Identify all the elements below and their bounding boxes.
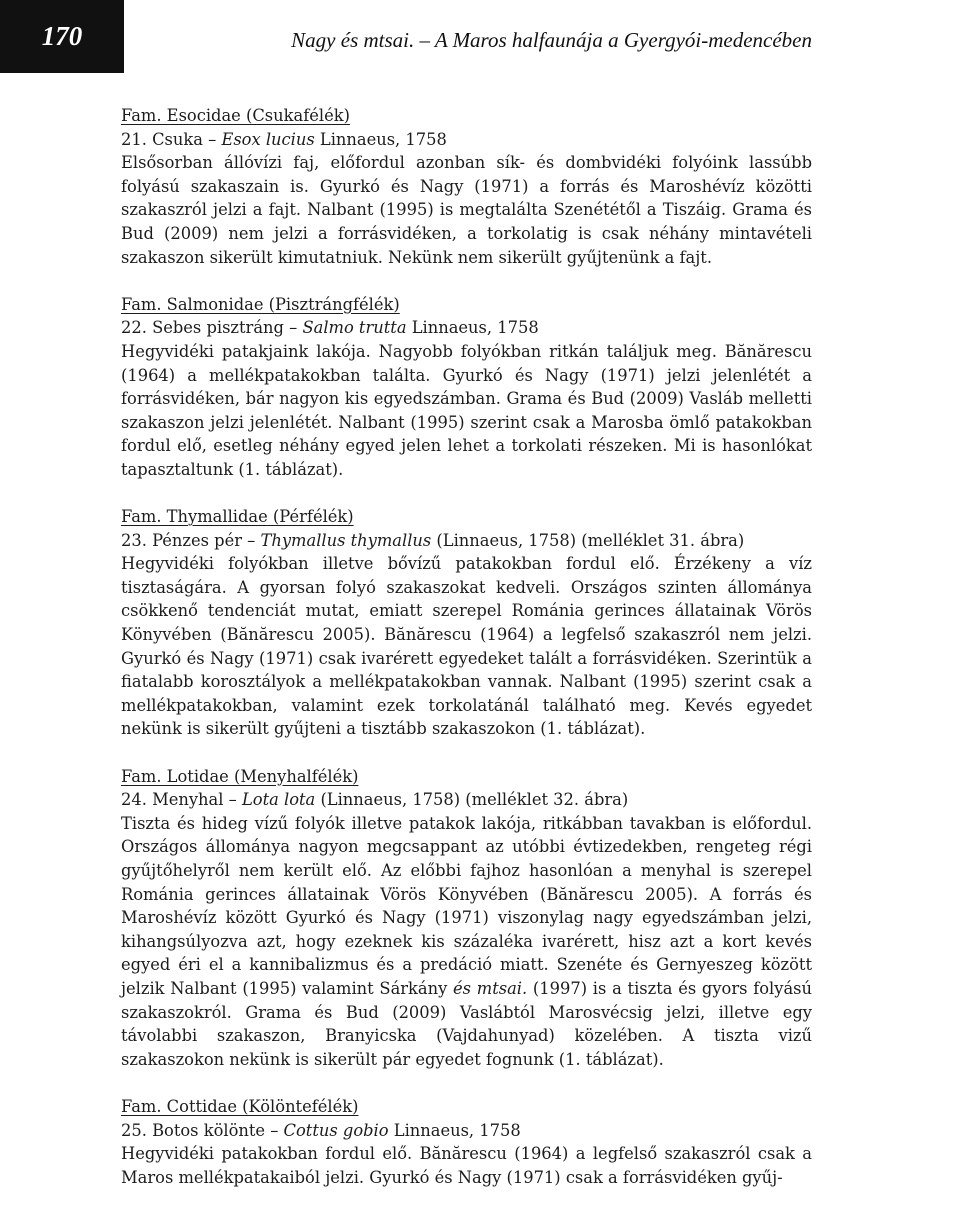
family-heading: Fam. Thymallidae (Pérfélék) xyxy=(121,507,354,527)
species-description: Elsősorban állóvízi faj, előfordul azonban sík- és dombvidéki folyóink lassúbb folyású szakaszain is. Gyurkó és Nagy (1971) a forrás és Maroshévíz közötti szakaszról jelzi a fajt. Nalbant (1995) is megtalálta Szenététől a Tiszáig. Grama és Bud (2009) nem jelzi a forrásvidéken, a torkolatig is csak néhány mintavételi szakaszon sikerült kimutatniuk. Nekünk nem sikerült gyűjtenünk a fajt. xyxy=(121,153,812,267)
species-description: Hegyvidéki patakjaink lakója. Nagyobb folyókban ritkán találjuk meg. Bănărescu (1964) a mellékpatakokban találta. Gyurkó és Nagy (1971) jelzi jelenlétét a forrásvidéken, bár nagyon kis egyedszámban. Grama és Bud (2009) Vasláb melletti szakaszon jelzi jelenlétét. Nalbant (1995) szerint csak a Marosba ömlő patakokban fordul elő, esetleg néhány egyed jelen lehet a torkolati részeken. Mi is hasonlókat tapasztaltunk (1. táblázat). xyxy=(121,341,812,479)
page-header xyxy=(0,0,960,73)
species-heading: 21. Csuka – Esox lucius Linnaeus, 1758 xyxy=(121,129,447,149)
section-esocidae xyxy=(121,104,812,269)
species-description: Hegyvidéki patakokban fordul elő. Bănărescu (1964) a legfelső szakaszról csak a Maros mellékpatakaiból jelzi. Gyurkó és Nagy (1971) csak a forrásvidéken gyűj- xyxy=(121,1144,812,1187)
family-heading: Fam. Lotidae (Menyhalfélék) xyxy=(121,766,359,786)
species-heading: 22. Sebes pisztráng – Salmo trutta Linnaeus, 1758 xyxy=(121,318,539,338)
species-heading: 23. Pénzes pér – Thymallus thymallus (Linnaeus, 1758) (melléklet 31. ábra) xyxy=(121,530,745,550)
section-salmonidae xyxy=(121,293,812,482)
species-heading: 25. Botos kölönte – Cottus gobio Linnaeus, 1758 xyxy=(121,1120,521,1140)
running-title: Nagy és mtsai. – A Maros halfaunája a Gyergyói-medencében xyxy=(291,28,812,52)
species-heading: 24. Menyhal – Lota lota (Linnaeus, 1758) (melléklet 32. ábra) xyxy=(121,790,629,810)
family-heading: Fam. Esocidae (Csukafélék) xyxy=(121,106,350,125)
section-lotidae xyxy=(121,765,812,1072)
family-heading: Fam. Salmonidae (Pisztrángfélék) xyxy=(121,294,400,314)
species-description: Hegyvidéki folyókban illetve bővízű patakokban fordul elő. Érzékeny a víz tisztaságára. A gyorsan folyó szakaszokat kedveli. Országos szinten állománya csökkenő tendenciát mutat, emiatt szerepel Románia gerinces állatainak Vörös Könyvében (Bănărescu 2005). Bănărescu (1964) a legfelső szakaszról nem jelzi. Gyurkó és Nagy (1971) csak ivarérett egyedeket talált a forrásvidéken. Szerintük a fiatalabb korosztályok a mellékpatakokban vannak. Nalbant (1995) szerint csak a mellékpatakokban, valamint ezek torkolatánál található meg. Kevés egyedet nekünk is sikerült gyűjteni a tisztább szakaszokon (1. táblázat). xyxy=(121,554,812,739)
article-body xyxy=(121,104,812,1213)
species-description: Tiszta és hideg vízű folyók illetve patakok lakója, ritkábban tavakban is előfordul. Országos állománya nagyon megcsappant az utóbbi évtizedekben, rengeteg régi gyűjtőhelyről nem került elő. Az előbbi fajhoz hasonlóan a menyhal is szerepel Románia gerinces állatainak Vörös Könyvében (Bănărescu 2005). A forrás és Maroshévíz között Gyurkó és Nagy (1971) viszonylag nagy egyedszámban jelzi, kihangsúlyozva azt, hogy ezeknek kis százaléka ivarérett, hisz azt a kort kevés egyed éri el a kannibalizmus és a predáció miatt. Szenéte és Gernyeszeg között jelzik Nalbant (1995) valamint Sárkány és mtsai. (1997) is a tiszta és gyors folyású szakaszokról. Grama és Bud (2009) Vaslábtól Marosvécsig jelzi, illetve egy távolabbi szakaszon, Branyicska (Vajdahunyad) közelében. A tiszta vizű szakaszokon nekünk is sikerült pár egyedet fognunk (1. táblázat). xyxy=(121,813,812,1069)
page-number: 170 xyxy=(0,0,124,73)
section-thymallidae xyxy=(121,505,812,741)
section-cottidae xyxy=(121,1095,812,1189)
family-heading: Fam. Cottidae (Kölöntefélék) xyxy=(121,1096,359,1116)
